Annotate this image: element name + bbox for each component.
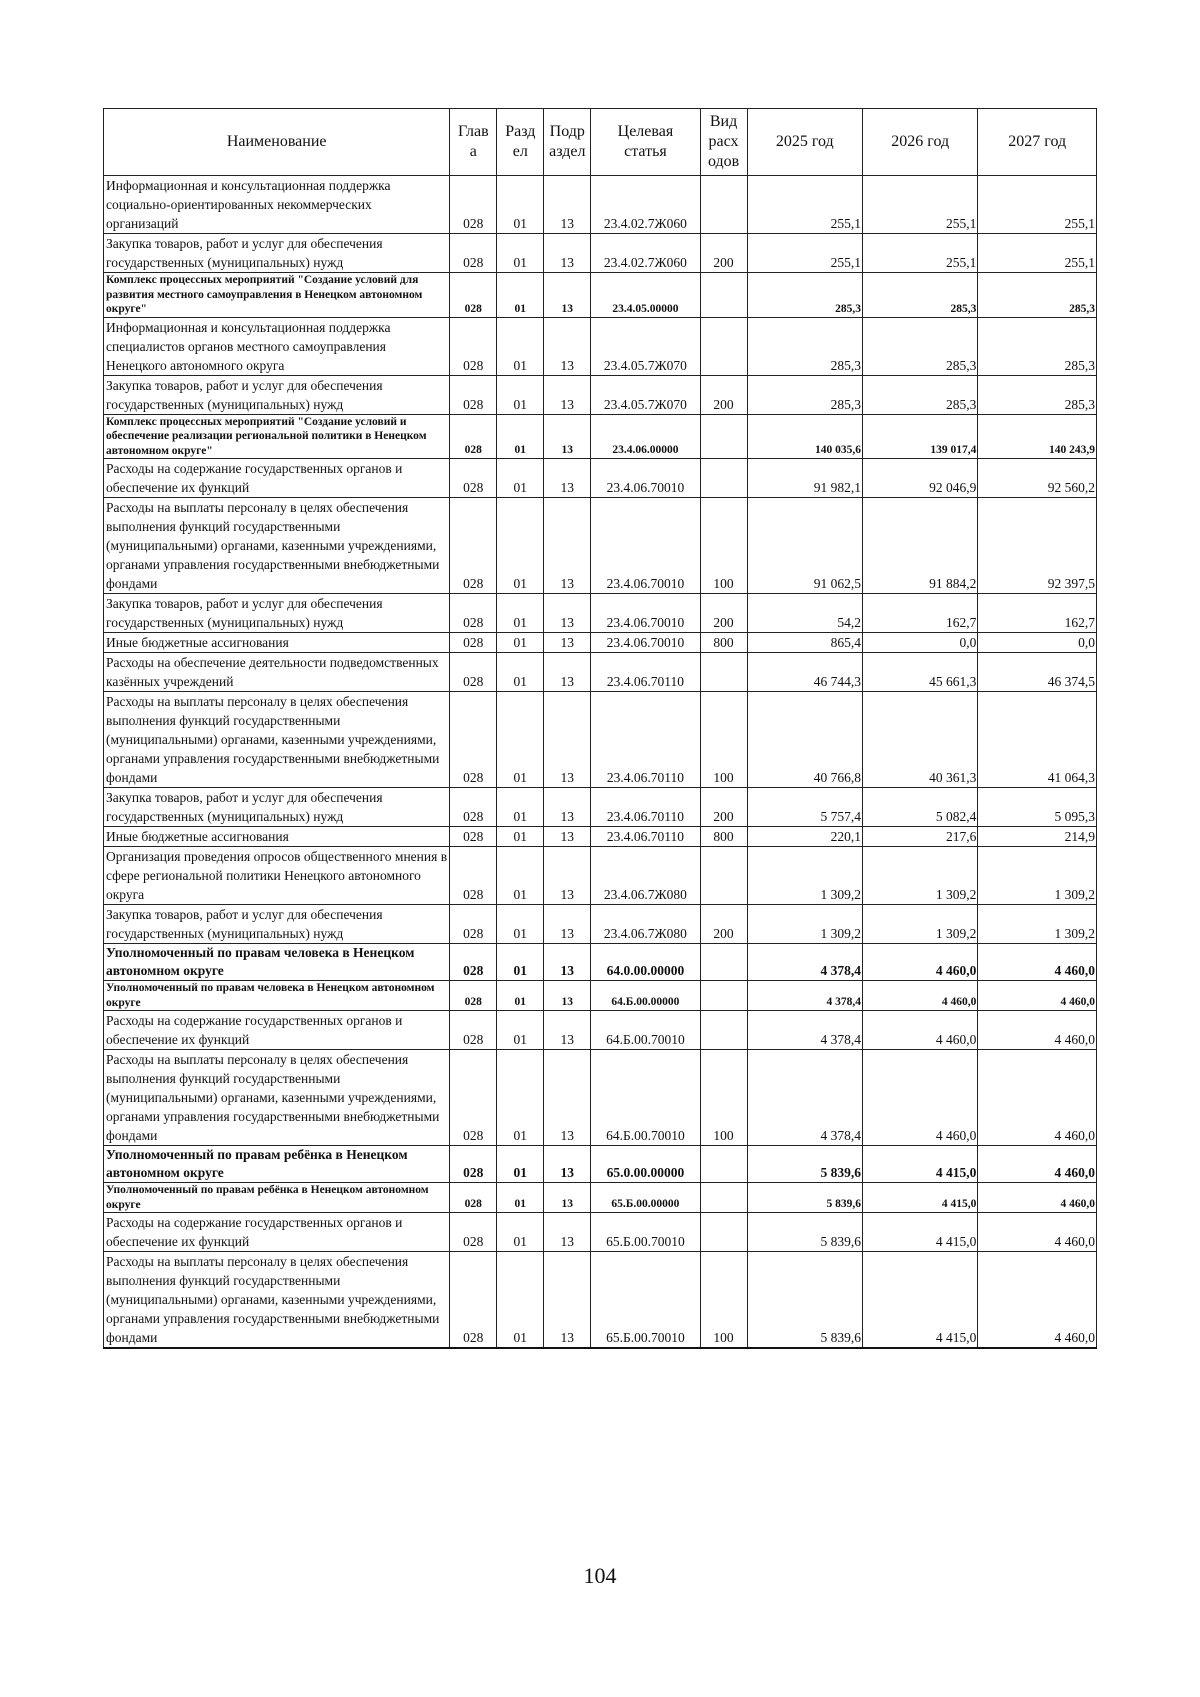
cell-2025: 5 839,6: [747, 1146, 862, 1183]
cell-2025: 4 378,4: [747, 981, 862, 1011]
cell-name: Расходы на выплаты персоналу в целях обеспечения выполнения функций государственными (муниципальными) органами, казенными учреждениями, органами управления государственными внебюджетными фондами: [104, 1050, 450, 1146]
cell-name: Расходы на выплаты персоналу в целях обеспечения выполнения функций государственными (муниципальными) органами, казенными учреждениями, органами управления государственными внебюджетными фондами: [104, 692, 450, 788]
cell-razdel: 01: [497, 1183, 544, 1213]
cell-2026: 1 309,2: [862, 847, 977, 905]
cell-razdel: 01: [497, 176, 544, 234]
header-text-line: аздел: [549, 143, 586, 160]
cell-razdel: 01: [497, 414, 544, 459]
cell-razdel: 01: [497, 234, 544, 273]
cell-celevaya: 23.4.06.7Ж080: [591, 847, 700, 905]
table-row: [104, 692, 1097, 788]
cell-celevaya: 23.4.06.70010: [591, 498, 700, 594]
cell-name: Расходы на содержание государственных органов и обеспечение их функций: [104, 1213, 450, 1252]
cell-2025: 285,3: [747, 317, 862, 375]
table-row: [104, 1252, 1097, 1349]
cell-razdel: 01: [497, 847, 544, 905]
cell-glava: 028: [450, 692, 497, 788]
cell-2025: 255,1: [747, 176, 862, 234]
col-header-2025: [747, 109, 862, 176]
cell-razdel: 01: [497, 317, 544, 375]
cell-2027: 4 460,0: [978, 1252, 1097, 1349]
cell-celevaya: 64.Б.00.70010: [591, 1050, 700, 1146]
cell-podrazdel: 13: [544, 1146, 591, 1183]
cell-glava: 028: [450, 981, 497, 1011]
cell-podrazdel: 13: [544, 317, 591, 375]
cell-podrazdel: 13: [544, 459, 591, 498]
header-text-line: 2026 год: [891, 133, 950, 150]
cell-podrazdel: 13: [544, 414, 591, 459]
cell-podrazdel: 13: [544, 653, 591, 692]
cell-name: Организация проведения опросов общественного мнения в сфере региональной политики Ненецкого автономного округа: [104, 847, 450, 905]
col-header-vid: [700, 109, 747, 176]
cell-razdel: 01: [497, 827, 544, 847]
table-row: [104, 375, 1097, 414]
cell-2025: 4 378,4: [747, 1050, 862, 1146]
cell-2027: 4 460,0: [978, 1050, 1097, 1146]
cell-glava: 028: [450, 827, 497, 847]
cell-2027: 1 309,2: [978, 905, 1097, 944]
cell-celevaya: 64.Б.00.00000: [591, 981, 700, 1011]
cell-podrazdel: 13: [544, 1213, 591, 1252]
cell-2026: 92 046,9: [862, 459, 977, 498]
header-text-line: 2027 год: [1008, 133, 1067, 150]
cell-name: Уполномоченный по правам человека в Ненецком автономном округе: [104, 981, 450, 1011]
header-text-line: ел: [512, 143, 528, 160]
cell-glava: 028: [450, 375, 497, 414]
cell-2025: 40 766,8: [747, 692, 862, 788]
table-row: [104, 827, 1097, 847]
cell-2025: 140 035,6: [747, 414, 862, 459]
cell-razdel: 01: [497, 594, 544, 633]
cell-name: Уполномоченный по правам ребёнка в Ненецком автономном округе: [104, 1183, 450, 1213]
cell-2027: 214,9: [978, 827, 1097, 847]
cell-glava: 028: [450, 944, 497, 981]
cell-vid: [700, 1213, 747, 1252]
cell-vid: 800: [700, 827, 747, 847]
cell-name: Информационная и консультационная поддержка специалистов органов местного самоуправления Ненецкого автономного округа: [104, 317, 450, 375]
cell-razdel: 01: [497, 375, 544, 414]
header-text-line: Целевая: [617, 123, 674, 140]
cell-2025: 91 982,1: [747, 459, 862, 498]
table-row: [104, 1146, 1097, 1183]
cell-glava: 028: [450, 788, 497, 827]
cell-podrazdel: 13: [544, 1011, 591, 1050]
cell-2027: 1 309,2: [978, 847, 1097, 905]
cell-2027: 162,7: [978, 594, 1097, 633]
cell-vid: [700, 1011, 747, 1050]
cell-vid: 200: [700, 905, 747, 944]
cell-podrazdel: 13: [544, 827, 591, 847]
cell-podrazdel: 13: [544, 273, 591, 318]
cell-glava: 028: [450, 498, 497, 594]
cell-celevaya: 23.4.06.70110: [591, 827, 700, 847]
cell-2026: 4 415,0: [862, 1252, 977, 1349]
header-text-line: Разд: [505, 123, 536, 140]
cell-podrazdel: 13: [544, 847, 591, 905]
cell-2026: 4 460,0: [862, 981, 977, 1011]
cell-glava: 028: [450, 176, 497, 234]
cell-name: Расходы на содержание государственных органов и обеспечение их функций: [104, 459, 450, 498]
cell-2026: 1 309,2: [862, 905, 977, 944]
cell-celevaya: 23.4.05.7Ж070: [591, 375, 700, 414]
cell-podrazdel: 13: [544, 234, 591, 273]
header-text-line: статья: [624, 143, 667, 160]
cell-vid: 100: [700, 1050, 747, 1146]
cell-glava: 028: [450, 1183, 497, 1213]
cell-vid: 200: [700, 234, 747, 273]
cell-celevaya: 65.Б.00.00000: [591, 1183, 700, 1213]
cell-name: Расходы на выплаты персоналу в целях обеспечения выполнения функций государственными (муниципальными) органами, казенными учреждениями, органами управления государственными внебюджетными фондами: [104, 498, 450, 594]
cell-vid: 100: [700, 692, 747, 788]
cell-vid: [700, 273, 747, 318]
cell-name: Расходы на содержание государственных органов и обеспечение их функций: [104, 1011, 450, 1050]
cell-razdel: 01: [497, 653, 544, 692]
cell-2026: 45 661,3: [862, 653, 977, 692]
header-text-line: а: [469, 143, 477, 160]
table-row: [104, 944, 1097, 981]
cell-glava: 028: [450, 633, 497, 653]
cell-celevaya: 23.4.06.70110: [591, 653, 700, 692]
cell-podrazdel: 13: [544, 176, 591, 234]
cell-razdel: 01: [497, 1050, 544, 1146]
cell-podrazdel: 13: [544, 788, 591, 827]
cell-celevaya: 23.4.05.7Ж070: [591, 317, 700, 375]
cell-2025: 5 757,4: [747, 788, 862, 827]
cell-2026: 40 361,3: [862, 692, 977, 788]
cell-podrazdel: 13: [544, 944, 591, 981]
cell-name: Закупка товаров, работ и услуг для обеспечения государственных (муниципальных) нужд: [104, 375, 450, 414]
cell-vid: 100: [700, 498, 747, 594]
col-header-razdel: [497, 109, 544, 176]
cell-2026: 162,7: [862, 594, 977, 633]
cell-2025: 285,3: [747, 375, 862, 414]
cell-razdel: 01: [497, 905, 544, 944]
cell-glava: 028: [450, 1252, 497, 1349]
cell-podrazdel: 13: [544, 981, 591, 1011]
cell-celevaya: 23.4.06.7Ж080: [591, 905, 700, 944]
cell-celevaya: 23.4.06.70110: [591, 788, 700, 827]
table-header-row: [104, 109, 1097, 176]
cell-name: Уполномоченный по правам ребёнка в Ненецком автономном округе: [104, 1146, 450, 1183]
cell-2026: 4 415,0: [862, 1146, 977, 1183]
cell-2025: 255,1: [747, 234, 862, 273]
cell-vid: [700, 653, 747, 692]
cell-razdel: 01: [497, 1011, 544, 1050]
cell-celevaya: 23.4.02.7Ж060: [591, 176, 700, 234]
cell-2025: 1 309,2: [747, 847, 862, 905]
cell-razdel: 01: [497, 981, 544, 1011]
cell-celevaya: 64.Б.00.70010: [591, 1011, 700, 1050]
cell-celevaya: 23.4.05.00000: [591, 273, 700, 318]
cell-2027: 4 460,0: [978, 1146, 1097, 1183]
cell-glava: 028: [450, 234, 497, 273]
cell-2027: 46 374,5: [978, 653, 1097, 692]
cell-celevaya: 65.Б.00.70010: [591, 1213, 700, 1252]
col-header-glava: [450, 109, 497, 176]
cell-name: Закупка товаров, работ и услуг для обеспечения государственных (муниципальных) нужд: [104, 905, 450, 944]
cell-glava: 028: [450, 317, 497, 375]
cell-glava: 028: [450, 1011, 497, 1050]
cell-vid: [700, 459, 747, 498]
cell-2025: 91 062,5: [747, 498, 862, 594]
table-row: [104, 1183, 1097, 1213]
cell-name: Закупка товаров, работ и услуг для обеспечения государственных (муниципальных) нужд: [104, 234, 450, 273]
table-row: [104, 905, 1097, 944]
cell-celevaya: 65.Б.00.70010: [591, 1252, 700, 1349]
table-row: [104, 653, 1097, 692]
table-row: [104, 234, 1097, 273]
cell-name: Уполномоченный по правам человека в Ненецком автономном округе: [104, 944, 450, 981]
cell-razdel: 01: [497, 692, 544, 788]
table-row: [104, 633, 1097, 653]
cell-name: Закупка товаров, работ и услуг для обеспечения государственных (муниципальных) нужд: [104, 788, 450, 827]
cell-podrazdel: 13: [544, 633, 591, 653]
cell-name: Информационная и консультационная поддержка социально-ориентированных некоммерческих организаций: [104, 176, 450, 234]
cell-2027: 255,1: [978, 176, 1097, 234]
cell-2025: 220,1: [747, 827, 862, 847]
col-header-celevaya: [591, 109, 700, 176]
budget-table: [103, 108, 1097, 1349]
table-body: [104, 176, 1097, 1349]
cell-2025: 865,4: [747, 633, 862, 653]
cell-2027: 5 095,3: [978, 788, 1097, 827]
cell-vid: [700, 176, 747, 234]
cell-vid: [700, 981, 747, 1011]
table-row: [104, 847, 1097, 905]
cell-celevaya: 23.4.06.70010: [591, 633, 700, 653]
header-text-line: Вид: [709, 113, 738, 130]
cell-glava: 028: [450, 905, 497, 944]
cell-2027: 285,3: [978, 273, 1097, 318]
cell-2027: 4 460,0: [978, 1183, 1097, 1213]
cell-podrazdel: 13: [544, 692, 591, 788]
header-text-line: 2025 год: [775, 133, 834, 150]
cell-name: Закупка товаров, работ и услуг для обеспечения государственных (муниципальных) нужд: [104, 594, 450, 633]
cell-name: Расходы на обеспечение деятельности подведомственных казённых учреждений: [104, 653, 450, 692]
header-text-line: расх: [708, 133, 739, 150]
cell-name: Комплекс процессных мероприятий "Создание условий и обеспечение реализации региональной политики в Ненецком автономном округе": [104, 414, 450, 459]
cell-2027: 140 243,9: [978, 414, 1097, 459]
cell-vid: 200: [700, 375, 747, 414]
table-row: [104, 788, 1097, 827]
cell-glava: 028: [450, 1213, 497, 1252]
cell-2027: 255,1: [978, 234, 1097, 273]
cell-2027: 285,3: [978, 317, 1097, 375]
cell-2026: 139 017,4: [862, 414, 977, 459]
cell-vid: 800: [700, 633, 747, 653]
page-number: 104: [583, 1563, 617, 1588]
cell-2026: 255,1: [862, 234, 977, 273]
cell-razdel: 01: [497, 1252, 544, 1349]
cell-podrazdel: 13: [544, 1183, 591, 1213]
cell-razdel: 01: [497, 1213, 544, 1252]
cell-2026: 4 460,0: [862, 944, 977, 981]
table-row: [104, 459, 1097, 498]
cell-name: Расходы на выплаты персоналу в целях обеспечения выполнения функций государственными (муниципальными) органами, казенными учреждениями, органами управления государственными внебюджетными фондами: [104, 1252, 450, 1349]
cell-razdel: 01: [497, 1146, 544, 1183]
header-text-line: Наименование: [226, 133, 327, 150]
cell-name: Комплекс процессных мероприятий "Создание условий для развития местного самоуправления в Ненецком автономном округе": [104, 273, 450, 318]
cell-2025: 1 309,2: [747, 905, 862, 944]
col-header-name: [104, 109, 450, 176]
cell-2025: 285,3: [747, 273, 862, 318]
header-text-line: Подр: [549, 123, 585, 140]
cell-2025: 4 378,4: [747, 1011, 862, 1050]
cell-celevaya: 23.4.06.70010: [591, 459, 700, 498]
cell-glava: 028: [450, 1050, 497, 1146]
cell-2027: 0,0: [978, 633, 1097, 653]
cell-razdel: 01: [497, 788, 544, 827]
cell-vid: [700, 944, 747, 981]
cell-glava: 028: [450, 1146, 497, 1183]
cell-2026: 0,0: [862, 633, 977, 653]
cell-2025: 5 839,6: [747, 1213, 862, 1252]
cell-vid: 100: [700, 1252, 747, 1349]
cell-glava: 028: [450, 847, 497, 905]
cell-glava: 028: [450, 653, 497, 692]
cell-podrazdel: 13: [544, 375, 591, 414]
col-header-podrazdel: [544, 109, 591, 176]
cell-name: Иные бюджетные ассигнования: [104, 827, 450, 847]
cell-celevaya: 23.4.06.70110: [591, 692, 700, 788]
cell-vid: 200: [700, 594, 747, 633]
cell-2026: 4 460,0: [862, 1050, 977, 1146]
cell-podrazdel: 13: [544, 498, 591, 594]
cell-2026: 5 082,4: [862, 788, 977, 827]
cell-podrazdel: 13: [544, 1252, 591, 1349]
table-row: [104, 414, 1097, 459]
cell-glava: 028: [450, 273, 497, 318]
cell-vid: [700, 1183, 747, 1213]
cell-2025: 5 839,6: [747, 1183, 862, 1213]
cell-podrazdel: 13: [544, 594, 591, 633]
cell-vid: [700, 1146, 747, 1183]
cell-2026: 285,3: [862, 317, 977, 375]
table-row: [104, 317, 1097, 375]
cell-vid: [700, 414, 747, 459]
table-row: [104, 1011, 1097, 1050]
cell-2025: 4 378,4: [747, 944, 862, 981]
cell-2027: 92 397,5: [978, 498, 1097, 594]
table-row: [104, 176, 1097, 234]
cell-2026: 91 884,2: [862, 498, 977, 594]
cell-razdel: 01: [497, 498, 544, 594]
cell-2026: 255,1: [862, 176, 977, 234]
header-text-line: Глав: [457, 123, 489, 140]
table-row: [104, 1050, 1097, 1146]
table-row: [104, 594, 1097, 633]
cell-podrazdel: 13: [544, 1050, 591, 1146]
cell-razdel: 01: [497, 944, 544, 981]
cell-2027: 4 460,0: [978, 944, 1097, 981]
cell-2027: 4 460,0: [978, 981, 1097, 1011]
col-header-2027: [978, 109, 1097, 176]
cell-2026: 217,6: [862, 827, 977, 847]
cell-vid: [700, 317, 747, 375]
cell-celevaya: 23.4.06.70010: [591, 594, 700, 633]
cell-podrazdel: 13: [544, 905, 591, 944]
cell-razdel: 01: [497, 459, 544, 498]
cell-razdel: 01: [497, 633, 544, 653]
cell-2027: 4 460,0: [978, 1213, 1097, 1252]
cell-razdel: 01: [497, 273, 544, 318]
cell-vid: [700, 847, 747, 905]
cell-2025: 54,2: [747, 594, 862, 633]
cell-glava: 028: [450, 414, 497, 459]
cell-2027: 41 064,3: [978, 692, 1097, 788]
table-row: [104, 498, 1097, 594]
table-row: [104, 1213, 1097, 1252]
cell-glava: 028: [450, 459, 497, 498]
cell-2027: 92 560,2: [978, 459, 1097, 498]
header-text-line: одов: [707, 153, 740, 170]
cell-2027: 4 460,0: [978, 1011, 1097, 1050]
cell-celevaya: 65.0.00.00000: [591, 1146, 700, 1183]
cell-2026: 4 460,0: [862, 1011, 977, 1050]
cell-2026: 4 415,0: [862, 1183, 977, 1213]
cell-name: Иные бюджетные ассигнования: [104, 633, 450, 653]
cell-celevaya: 64.0.00.00000: [591, 944, 700, 981]
cell-celevaya: 23.4.02.7Ж060: [591, 234, 700, 273]
cell-glava: 028: [450, 594, 497, 633]
cell-2027: 285,3: [978, 375, 1097, 414]
cell-2026: 4 415,0: [862, 1213, 977, 1252]
cell-celevaya: 23.4.06.00000: [591, 414, 700, 459]
table-row: [104, 273, 1097, 318]
cell-2025: 5 839,6: [747, 1252, 862, 1349]
table-row: [104, 981, 1097, 1011]
cell-2025: 46 744,3: [747, 653, 862, 692]
cell-2026: 285,3: [862, 273, 977, 318]
cell-2026: 285,3: [862, 375, 977, 414]
cell-vid: 200: [700, 788, 747, 827]
col-header-2026: [862, 109, 977, 176]
